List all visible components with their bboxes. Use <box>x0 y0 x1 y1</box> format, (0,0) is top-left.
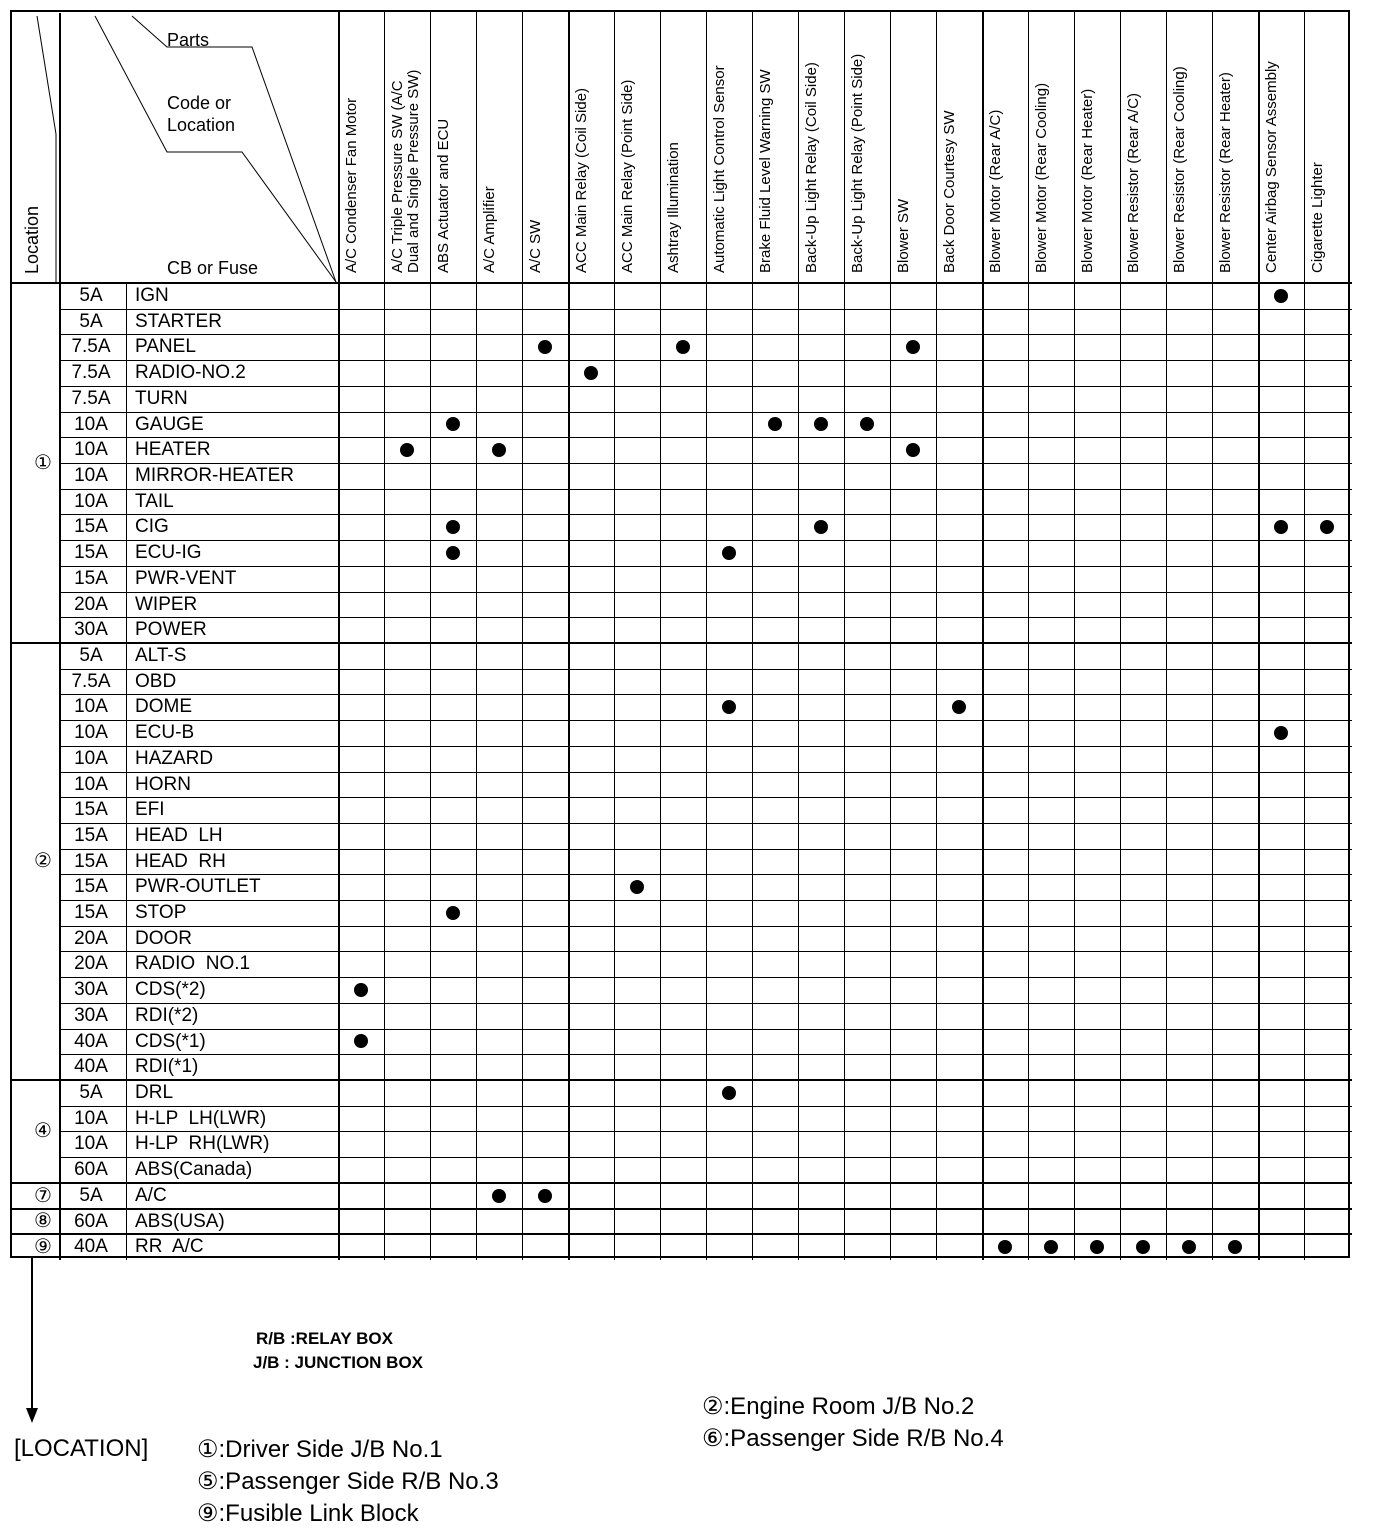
column-header-text: ACC Main Relay (Coil Side) <box>573 87 590 273</box>
group-divider <box>12 1079 1352 1081</box>
header-divider <box>12 282 1352 284</box>
row-divider <box>59 772 1352 773</box>
row-divider <box>59 566 1352 567</box>
column-divider <box>614 12 615 1260</box>
column-divider <box>1028 12 1029 1260</box>
column-divider <box>798 12 799 1260</box>
fuse-name: HEATER <box>135 439 211 461</box>
fuse-name: MIRROR-HEATER <box>135 464 295 486</box>
group-divider <box>12 1233 1352 1235</box>
connection-dot <box>492 1189 506 1203</box>
location-code: ⑨ <box>34 1236 52 1259</box>
row-divider <box>59 540 1352 541</box>
column-header-text: Center Airbag Sensor Assembly <box>1263 61 1280 273</box>
row-divider <box>59 514 1352 515</box>
row-divider <box>59 412 1352 413</box>
fuse-amperage: 7.5A <box>71 670 111 692</box>
fuse-amperage: 10A <box>74 722 108 744</box>
connection-dot <box>768 417 782 431</box>
fuse-amperage: 15A <box>74 542 108 564</box>
column-divider <box>430 12 431 1260</box>
connection-dot <box>906 443 920 457</box>
fuse-amperage: 15A <box>74 824 108 846</box>
fuse-amperage: 5A <box>79 310 103 332</box>
column-header <box>942 110 958 273</box>
row-divider <box>59 489 1352 490</box>
row-divider <box>59 334 1352 335</box>
location-code: ⑧ <box>34 1210 52 1233</box>
fuse-name: STARTER <box>135 310 222 332</box>
row-divider <box>59 360 1352 361</box>
column-header <box>758 69 774 273</box>
fuse-amperage: 30A <box>74 619 108 641</box>
row-divider <box>59 309 1352 310</box>
fuse-amperage: 60A <box>74 1159 108 1181</box>
column-header <box>712 65 728 273</box>
row-divider <box>59 720 1352 721</box>
column-divider <box>982 12 984 1260</box>
column-header <box>1034 83 1050 273</box>
column-divider <box>522 12 523 1260</box>
column-header-text: Automatic Light Control Sensor <box>711 65 728 273</box>
connection-dot <box>492 443 506 457</box>
legend-item: ①:Driver Side J/B No.1 <box>197 1436 443 1463</box>
fuse-amperage: 10A <box>74 464 108 486</box>
fuse-amperage: 30A <box>74 1004 108 1026</box>
fuse-amperage: 15A <box>74 902 108 924</box>
fuse-name: CDS(*2) <box>135 979 206 1001</box>
column-header-text: ABS Actuator and ECU <box>435 118 452 273</box>
column-header <box>1126 93 1142 273</box>
column-header <box>1172 66 1188 273</box>
fuse-name: DOOR <box>135 927 192 949</box>
fuse-name: DRL <box>135 1082 174 1104</box>
row-divider <box>59 951 1352 952</box>
fuse-name: IGN <box>135 285 169 306</box>
row-divider <box>59 617 1352 618</box>
fuse-amperage: 5A <box>79 644 103 666</box>
column-header <box>436 119 452 273</box>
column-divider <box>1120 12 1121 1260</box>
row-divider <box>59 437 1352 438</box>
connection-dot <box>722 546 736 560</box>
column-divider <box>568 12 570 1260</box>
fuse-name: RR A/C <box>135 1236 204 1258</box>
column-divider <box>476 12 477 1260</box>
fuse-parts-table <box>10 10 1350 1258</box>
column-header <box>528 220 544 273</box>
connection-dot <box>354 1034 368 1048</box>
legend-item: ⑨:Fusible Link Block <box>197 1500 419 1527</box>
connection-dot <box>722 1086 736 1100</box>
connection-dot <box>906 340 920 354</box>
connection-dot <box>952 700 966 714</box>
connection-dot <box>400 443 414 457</box>
column-header <box>1310 162 1326 273</box>
row-divider <box>59 1003 1352 1004</box>
column-header <box>1264 61 1280 273</box>
column-header <box>896 199 912 273</box>
fuse-name: EFI <box>135 799 165 821</box>
column-header-text: Back Door Courtesy SW <box>941 110 958 273</box>
column-divider <box>660 12 661 1260</box>
connection-dot <box>860 417 874 431</box>
fuse-amperage: 15A <box>74 850 108 872</box>
row-divider <box>59 823 1352 824</box>
fuse-amperage: 10A <box>74 1107 108 1129</box>
legend-item: ⑤:Passenger Side R/B No.3 <box>197 1468 499 1495</box>
fuse-name: PWR-OUTLET <box>135 876 261 898</box>
connection-dot <box>1228 1240 1242 1254</box>
row-divider <box>59 592 1352 593</box>
location-code: ① <box>34 451 52 474</box>
column-header-text: Blower Resistor (Rear A/C) <box>1125 92 1142 273</box>
fuse-amperage: 10A <box>74 439 108 461</box>
column-header-text: Back-Up Light Relay (Point Side) <box>849 53 866 273</box>
fuse-name: HEAD RH <box>135 850 226 872</box>
header-diagonal-lines <box>12 12 342 284</box>
column-divider <box>1212 12 1213 1260</box>
fuse-amperage: 10A <box>74 773 108 795</box>
row-divider <box>59 926 1352 927</box>
column-header <box>804 62 820 273</box>
connection-dot <box>1182 1240 1196 1254</box>
fuse-amperage: 40A <box>74 1030 108 1052</box>
fuse-name: RADIO-NO.2 <box>135 362 246 384</box>
row-divider <box>59 900 1352 901</box>
connection-dot <box>814 520 828 534</box>
column-header-text: Ashtray Illumination <box>665 142 682 273</box>
header-code-location-label: Code or Location <box>167 93 236 135</box>
location-code: ② <box>34 850 52 873</box>
column-header <box>666 142 682 273</box>
column-header-text: A/C Condenser Fan Motor <box>343 97 360 273</box>
column-header <box>620 80 636 273</box>
fuse-name: PANEL <box>135 336 196 358</box>
fuse-amperage: 10A <box>74 1133 108 1155</box>
column-header-text: Blower Motor (Rear Cooling) <box>1033 82 1050 273</box>
fuse-amperage: 10A <box>74 490 108 512</box>
column-divider <box>59 13 61 1260</box>
connection-dot <box>998 1240 1012 1254</box>
row-divider <box>59 797 1352 798</box>
fuse-amperage: 30A <box>74 979 108 1001</box>
row-divider <box>59 746 1352 747</box>
column-header-text: Cigarette Lighter <box>1309 162 1326 273</box>
column-header <box>988 110 1004 273</box>
fuse-name: ECU-IG <box>135 542 202 564</box>
column-header <box>1080 89 1096 273</box>
column-header-text: Blower SW <box>895 198 912 273</box>
column-header-text: Brake Fluid Level Warning SW <box>757 69 774 273</box>
fuse-name: TURN <box>135 387 188 409</box>
fuse-name: DOME <box>135 696 192 718</box>
connection-dot <box>446 417 460 431</box>
connection-dot <box>538 1189 552 1203</box>
column-header-text: Blower Motor (Rear Heater) <box>1079 88 1096 273</box>
fuse-name: ALT-S <box>135 644 187 666</box>
column-divider <box>752 12 753 1260</box>
fuse-amperage: 10A <box>74 747 108 769</box>
abbr-junction-box: J/B : JUNCTION BOX <box>253 1353 424 1372</box>
connection-dot <box>1090 1240 1104 1254</box>
location-code: ⑦ <box>34 1184 52 1207</box>
fuse-amperage: 40A <box>74 1056 108 1078</box>
column-header-text: Blower Motor (Rear A/C) <box>987 109 1004 273</box>
fuse-amperage: 20A <box>74 953 108 975</box>
column-header-text: A/C Amplifier <box>481 186 498 273</box>
fuse-name: HEAD LH <box>135 824 223 846</box>
connection-dot <box>354 983 368 997</box>
fuse-amperage: 20A <box>74 593 108 615</box>
row-divider <box>59 1029 1352 1030</box>
column-header-text: A/C SW <box>527 219 544 273</box>
row-divider <box>59 849 1352 850</box>
column-header-text: Blower Resistor (Rear Heater) <box>1217 72 1234 273</box>
fuse-name: HAZARD <box>135 747 214 769</box>
fuse-name: H-LP LH(LWR) <box>135 1107 267 1129</box>
column-header-text: Blower Resistor (Rear Cooling) <box>1171 66 1188 273</box>
row-divider <box>59 669 1352 670</box>
fuse-name: OBD <box>135 670 177 692</box>
column-divider <box>1258 12 1260 1260</box>
fuse-name: PWR-VENT <box>135 567 237 589</box>
fuse-name: CIG <box>135 516 169 538</box>
column-header <box>390 70 422 273</box>
fuse-amperage: 15A <box>74 799 108 821</box>
connection-dot <box>1320 520 1334 534</box>
fuse-amperage: 7.5A <box>71 362 111 384</box>
fuse-name: POWER <box>135 619 207 641</box>
fuse-name: ABS(Canada) <box>135 1159 253 1181</box>
column-divider <box>1166 12 1167 1260</box>
connection-dot <box>1274 726 1288 740</box>
legend-label: [LOCATION] <box>14 1435 149 1462</box>
column-header-text: Dual and Single Pressure SW) <box>405 69 422 273</box>
header-parts-label: Parts <box>167 30 210 50</box>
fuse-name: H-LP RH(LWR) <box>135 1133 270 1155</box>
connection-dot <box>538 340 552 354</box>
header-location-label: Location <box>22 205 42 274</box>
column-divider <box>1074 12 1075 1260</box>
column-header <box>574 88 590 273</box>
fuse-amperage: 5A <box>79 1184 103 1206</box>
abbr-relay-box: R/B :RELAY BOX <box>256 1329 393 1348</box>
fuse-name: GAUGE <box>135 413 204 435</box>
legend-item: ⑥:Passenger Side R/B No.4 <box>702 1425 1004 1452</box>
connection-dot <box>676 340 690 354</box>
fuse-amperage: 40A <box>74 1236 108 1258</box>
fuse-amperage: 7.5A <box>71 336 111 358</box>
connection-dot <box>1136 1240 1150 1254</box>
fuse-amperage: 10A <box>74 413 108 435</box>
column-divider <box>338 12 340 1260</box>
column-divider <box>384 12 385 1260</box>
column-header <box>344 98 360 273</box>
connection-dot <box>814 417 828 431</box>
connection-dot <box>584 366 598 380</box>
fuse-amperage: 15A <box>74 516 108 538</box>
fuse-amperage: 5A <box>79 285 103 306</box>
legend-item: ②:Engine Room J/B No.2 <box>702 1393 975 1420</box>
row-divider <box>59 1157 1352 1158</box>
row-divider <box>59 694 1352 695</box>
column-divider <box>936 12 937 1260</box>
connection-dot <box>446 520 460 534</box>
connection-dot <box>1274 520 1288 534</box>
fuse-name: CDS(*1) <box>135 1030 206 1052</box>
fuse-name: A/C <box>135 1184 167 1206</box>
fuse-name: WIPER <box>135 593 198 615</box>
column-header <box>850 54 866 273</box>
column-header-text: Back-Up Light Relay (Coil Side) <box>803 62 820 273</box>
fuse-name: STOP <box>135 902 187 924</box>
column-divider <box>890 12 891 1260</box>
column-divider <box>844 12 845 1260</box>
fuse-name: ABS(USA) <box>135 1210 225 1232</box>
fuse-amperage: 7.5A <box>71 387 111 409</box>
fuse-amperage: 10A <box>74 696 108 718</box>
column-header <box>1218 72 1234 273</box>
fuse-amperage: 15A <box>74 567 108 589</box>
row-divider <box>59 386 1352 387</box>
group-divider <box>12 642 1352 644</box>
connection-dot <box>446 906 460 920</box>
column-divider <box>706 12 707 1260</box>
fuse-name: HORN <box>135 773 191 795</box>
connection-dot <box>722 700 736 714</box>
header-cb-fuse-label: CB or Fuse <box>167 258 259 278</box>
fuse-name: TAIL <box>135 490 174 512</box>
row-divider <box>59 977 1352 978</box>
fuse-amperage: 15A <box>74 876 108 898</box>
fuse-name: RDI(*1) <box>135 1056 199 1078</box>
fuse-amperage: 20A <box>74 927 108 949</box>
connection-dot <box>446 546 460 560</box>
fuse-name: RADIO NO.1 <box>135 953 251 975</box>
column-header-text: ACC Main Relay (Point Side) <box>619 79 636 273</box>
connection-dot <box>1274 289 1288 303</box>
column-header <box>482 186 498 273</box>
column-header-text: A/C Triple Pressure SW (A/C <box>389 80 406 273</box>
fuse-amperage: 5A <box>79 1082 103 1104</box>
location-arrow-icon <box>22 1256 42 1426</box>
row-divider <box>59 1054 1352 1055</box>
fuse-name: ECU-B <box>135 722 195 744</box>
group-divider <box>12 1182 1352 1184</box>
connection-dot <box>630 880 644 894</box>
location-code: ④ <box>34 1120 52 1143</box>
connection-dot <box>1044 1240 1058 1254</box>
fuse-amperage: 60A <box>74 1210 108 1232</box>
fuse-name: RDI(*2) <box>135 1004 199 1026</box>
column-divider <box>1304 12 1305 1260</box>
